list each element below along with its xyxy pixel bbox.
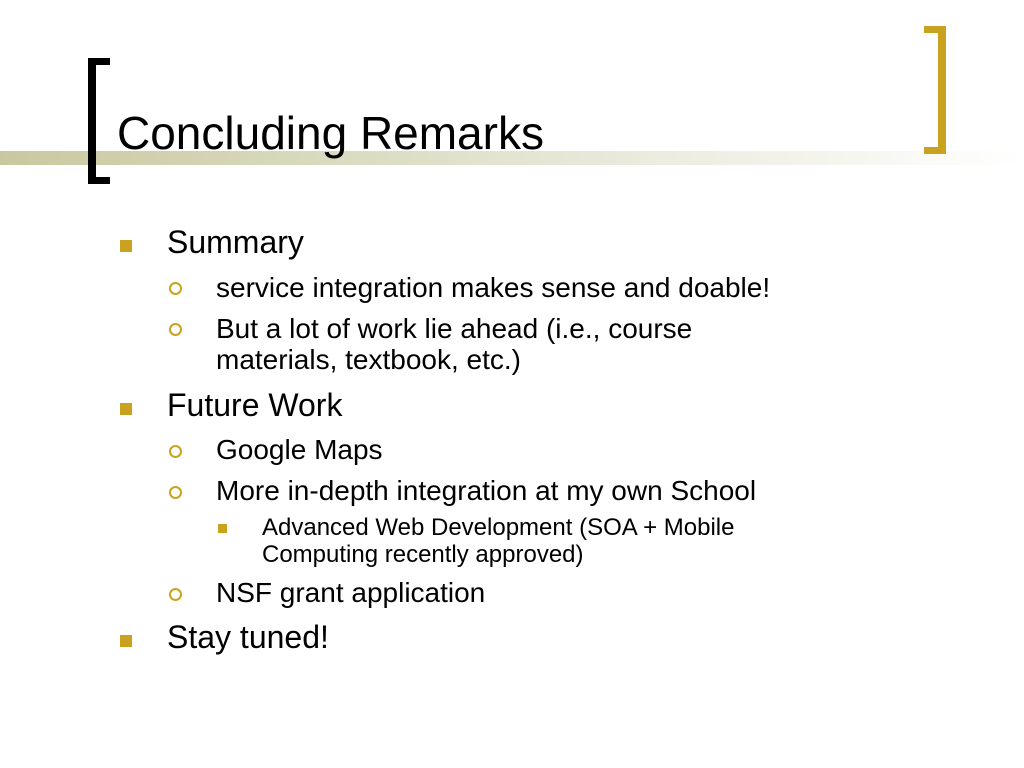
slide-title: Concluding Remarks — [117, 107, 544, 159]
right-bracket-icon — [924, 26, 946, 154]
left-bracket-icon — [88, 58, 110, 184]
sub-bullet-text: More in-depth integration at my own School — [216, 475, 757, 506]
bullet-text: Summary — [167, 224, 304, 260]
bullet-text: Stay tuned! — [167, 619, 329, 655]
hollow-circle-bullet-icon — [169, 282, 182, 295]
square-bullet-icon — [218, 524, 227, 533]
square-bullet-icon — [120, 403, 132, 415]
sub-sub-bullet-text-line-1: Advanced Web Development (SOA + Mobile — [262, 514, 735, 541]
sub-bullet-text-line-1: But a lot of work lie ahead (i.e., course — [216, 313, 693, 344]
sub-bullet-text: Google Maps — [216, 434, 383, 465]
square-bullet-icon — [120, 635, 132, 647]
sub-bullet-text: service integration makes sense and doable! — [216, 272, 771, 303]
hollow-circle-bullet-icon — [169, 445, 182, 458]
hollow-circle-bullet-icon — [169, 486, 182, 499]
hollow-circle-bullet-icon — [169, 588, 182, 601]
square-bullet-icon — [120, 240, 132, 252]
sub-bullet-text-line-2: materials, textbook, etc.) — [216, 344, 522, 375]
hollow-circle-bullet-icon — [169, 323, 182, 336]
bullet-text: Future Work — [167, 387, 343, 423]
sub-bullet-text: NSF grant application — [216, 577, 486, 608]
sub-sub-bullet-text-line-2: Computing recently approved) — [262, 541, 584, 568]
